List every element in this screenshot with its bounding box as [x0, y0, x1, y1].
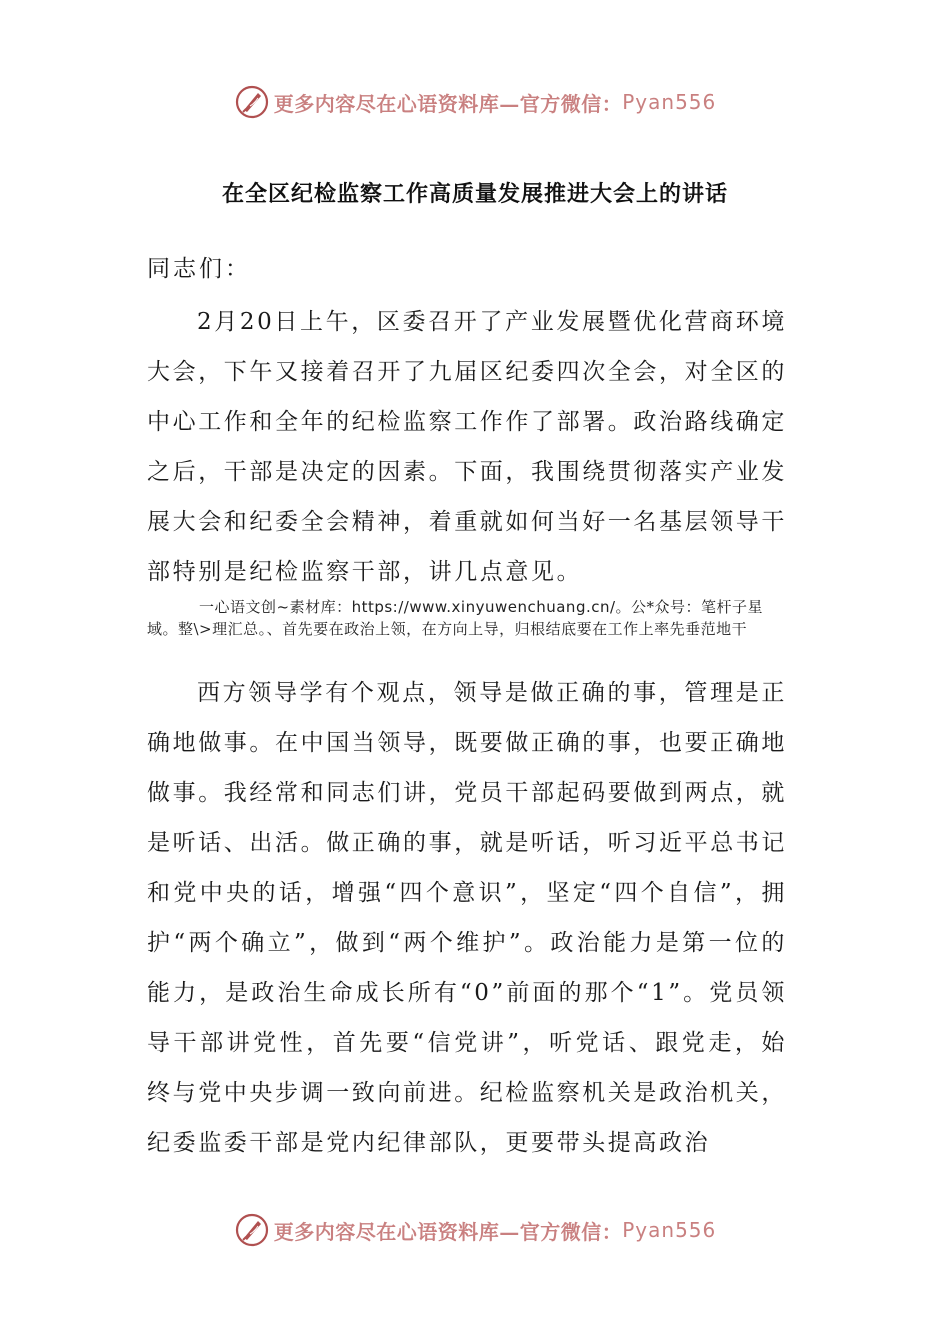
paragraph-1: 2月20日上午，区委召开了产业发展暨优化营商环境大会，下午又接着召开了九届区纪委四次全会，对全区的中心工作和全年的纪检监察工作作了部署。政治路线确定之后，干部是决定的因素。下面，我围绕贯彻落实产业发展大会和纪委全会精神，着重就如何当好一名基层领导干部特别是纪检监察干部，讲几点意见。	[147, 309, 787, 585]
source-note	[147, 596, 793, 640]
footer-banner	[0, 1208, 950, 1252]
document-title: 在全区纪检监察工作高质量发展推进大会上的讲话	[221, 182, 728, 207]
note-prefix: 一心语文创~素材库：	[199, 598, 352, 616]
quill-pen-logo-icon	[234, 1212, 270, 1248]
paragraph-2: 西方领导学有个观点，领导是做正确的事，管理是正确地做事。在中国当领导，既要做正确的事，也要正确地做事。我经常和同志们讲，党员干部起码要做到两点，就是听话、出活。做正确的事，就是听话，听习近平总书记和党中央的话，增强“四个意识”，坚定“四个自信”，拥护“两个确立”，做到“两个维护”。政治能力是第一位的能力，是政治生命成长所有“0”前面的那个“1”。党员领导干部讲党性，首先要“信党讲”，听党话、跟党走，始终与党中央步调一致向前进。纪检监察机关是政治机关，纪委监委干部是党内纪律部队，更要带头提高政治	[147, 680, 787, 1156]
salutation: 同志们：	[147, 256, 251, 282]
note-suffix: 。公*众号：笔杆子星域。整\>理汇总。、首先要在政治上领，在方向上导，归根结底要在工作上率先垂范地干	[147, 598, 764, 638]
banner-text: 更多内容尽在心语资料库—官方微信：	[273, 91, 623, 116]
quill-pen-logo-icon	[234, 84, 270, 120]
note-url[interactable]: https://www.xinyuwenchuang.cn/	[351, 598, 616, 616]
banner-wechat-id: Pyan556	[622, 1218, 717, 1242]
banner-text: 更多内容尽在心语资料库—官方微信：	[273, 1219, 623, 1244]
banner-wechat-id: Pyan556	[622, 90, 717, 114]
header-banner	[0, 80, 950, 124]
